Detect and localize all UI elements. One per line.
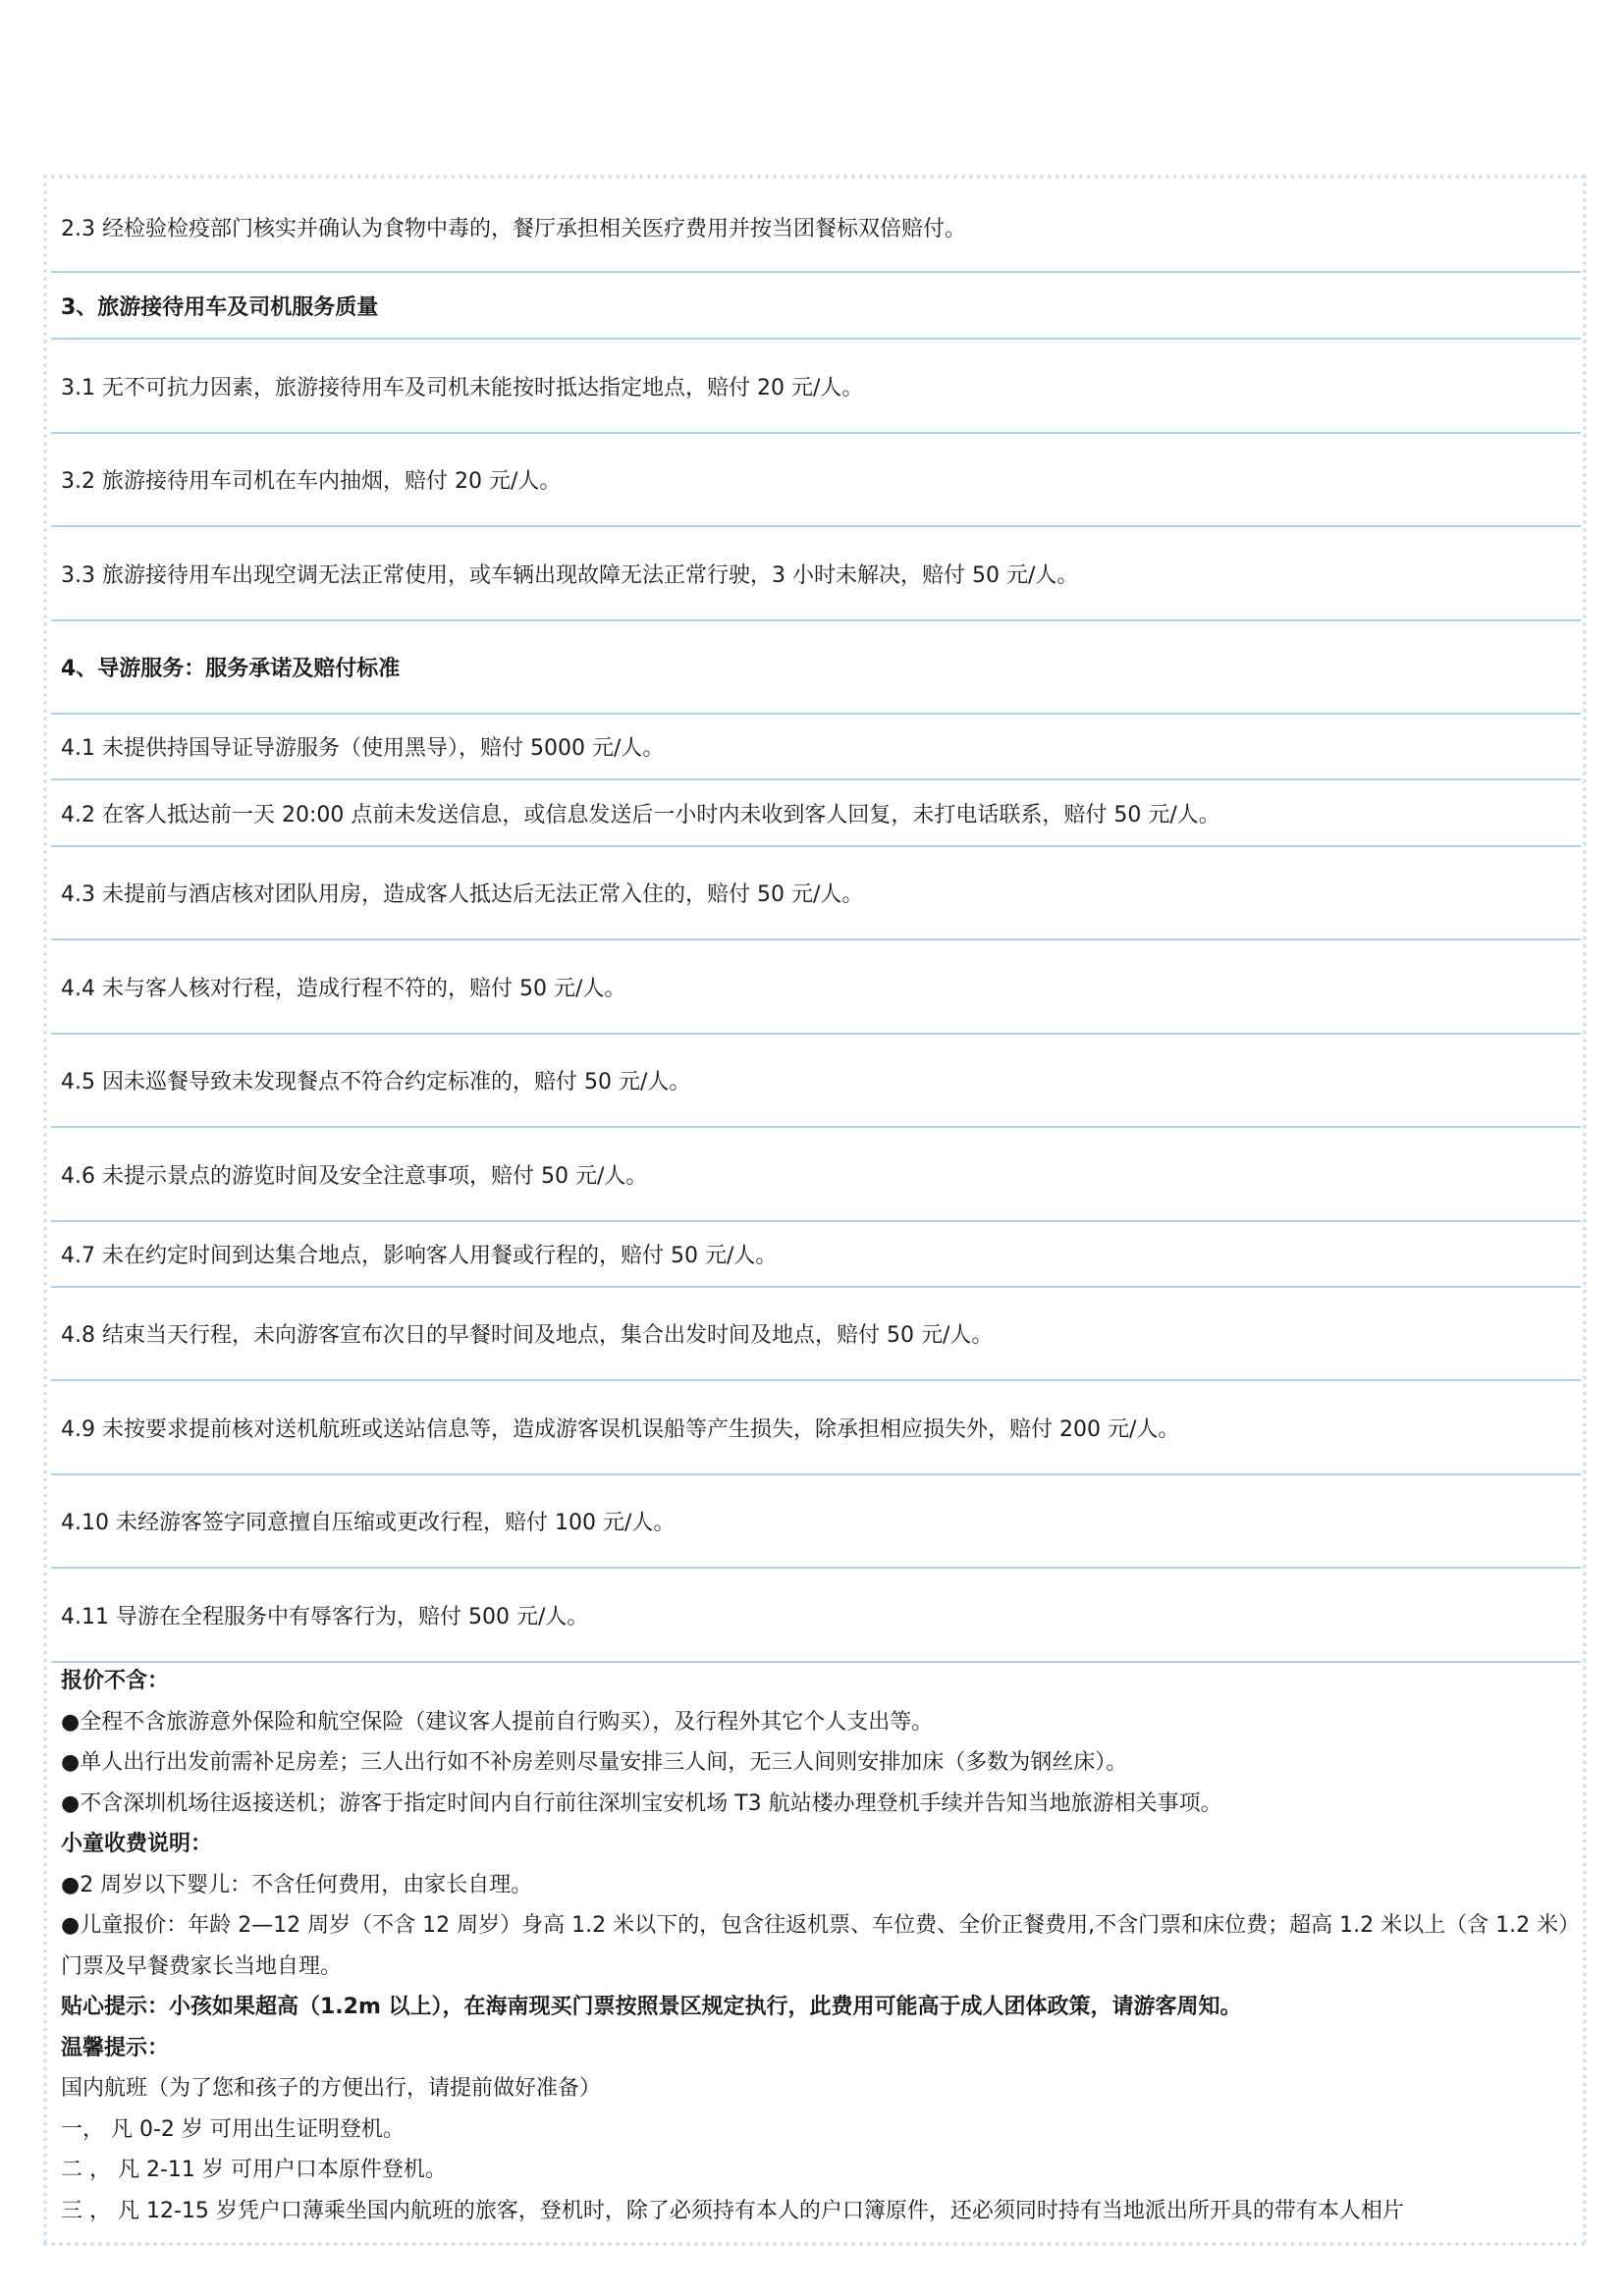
tip-text: 贴心提示：小孩如果超高（1.2m 以上），在海南现买门票按照景区规定执行，此费用可能高于成人团体政策，请游客周知。 [61,1995,1242,2019]
table-row [51,1128,1581,1222]
list-item: ●不含深圳机场往返接送机；游客于指定时间内自行前往深圳宝安机场 T3 航站楼办理登机手续并告知当地旅游相关事项。 [61,1790,1222,1816]
notes-section [61,1661,1578,2231]
row-text: 3、旅游接待用车及司机服务质量 [61,294,379,320]
row-text: 4、导游服务：服务承诺及赔付标准 [61,657,401,681]
table-row [51,715,1581,780]
list-item: 一， 凡 0-2 岁 可用出生证明登机。 [61,2116,405,2142]
table-row [51,847,1581,940]
list-item: 三 ， 凡 12-15 岁凭户口薄乘坐国内航班的旅客，登机时，除了必须持有本人的户口簿原件，还必须同时持有当地派出所开具的带有本人相片 [61,2198,1404,2223]
table-row [51,1222,1581,1288]
list-item: 二 ， 凡 2-11 岁 可用户口本原件登机。 [61,2158,447,2182]
row-text: 4.11 导游在全程服务中有辱客行为，赔付 500 元/人。 [61,1604,589,1629]
table-row [51,1035,1581,1128]
table-row [51,183,1581,273]
section-heading-row [51,273,1581,340]
row-text: 4.9 未按要求提前核对送机航班或送站信息等，造成游客误机误船等产生损失，除承担相应损失外，赔付 200 元/人。 [61,1416,1180,1442]
list-item: ●全程不含旅游意外保险和航空保险（建议客人提前自行购买），及行程外其它个人支出等。 [61,1709,934,1735]
notice-intro: 国内航班（为了您和孩子的方便出行，请提前做好准备） [61,2076,602,2101]
table-row [51,1288,1581,1381]
list-item: ●儿童报价：年龄 2—12 周岁（不含 12 周岁）身高 1.2 米以下的，包含往返机票、车位费、全价正餐费用,不含门票和床位费；超高 1.2 米以上（含 1.2 米）门票及早餐费家长当地自理。 [61,1913,1570,1979]
row-text: 4.1 未提供持国导证导游服务（使用黑导），赔付 5000 元/人。 [61,736,665,761]
row-text: 3.2 旅游接待用车司机在车内抽烟，赔付 20 元/人。 [61,469,562,494]
row-text: 4.6 未提示景点的游览时间及安全注意事项，赔付 50 元/人。 [61,1163,648,1189]
section-heading-row [51,621,1581,715]
excluded-heading: 报价不含： [61,1669,170,1693]
row-text: 3.3 旅游接待用车出现空调无法正常使用，或车辆出现故障无法正常行驶，3 小时未解决，赔付 50 元/人。 [61,562,1079,588]
row-text: 4.5 因未巡餐导致未发现餐点不符合约定标准的，赔付 50 元/人。 [61,1070,691,1095]
compensation-table [51,183,1581,1663]
row-text: 3.1 无不可抗力因素，旅游接待用车及司机未能按时抵达指定地点，赔付 20 元/人。 [61,375,864,400]
row-text: 4.8 结束当天行程，未向游客宣布次日的早餐时间及地点，集合出发时间及地点，赔付 50 元/人。 [61,1323,994,1348]
table-row [51,940,1581,1035]
children-heading: 小童收费说明： [61,1832,213,1856]
table-row [51,780,1581,847]
row-text: 2.3 经检验检疫部门核实并确认为食物中毒的，餐厅承担相关医疗费用并按当团餐标双倍赔付。 [61,216,966,241]
table-row [51,1475,1581,1569]
table-row [51,340,1581,434]
table-row [51,1381,1581,1475]
row-text: 4.3 未提前与酒店核对团队用房，造成客人抵达后无法正常入住的，赔付 50 元/人。 [61,882,864,907]
table-row [51,527,1581,621]
table-row [51,1569,1581,1663]
row-text: 4.7 未在约定时间到达集合地点，影响客人用餐或行程的，赔付 50 元/人。 [61,1244,778,1268]
table-row [51,434,1581,527]
row-text: 4.2 在客人抵达前一天 20:00 点前未发送信息，或信息发送后一小时内未收到客人回复，未打电话联系，赔付 50 元/人。 [61,802,1220,828]
list-item: ●单人出行出发前需补足房差；三人出行如不补房差则尽量安排三人间，无三人间则安排加床（多数为钢丝床）。 [61,1750,1128,1775]
notice-heading: 温馨提示： [61,2035,170,2060]
list-item: ●2 周岁以下婴儿：不含任何费用，由家长自理。 [61,1872,533,1897]
row-text: 4.10 未经游客签字同意擅自压缩或更改行程，赔付 100 元/人。 [61,1511,676,1535]
row-text: 4.4 未与客人核对行程，造成行程不符的，赔付 50 元/人。 [61,976,626,1001]
